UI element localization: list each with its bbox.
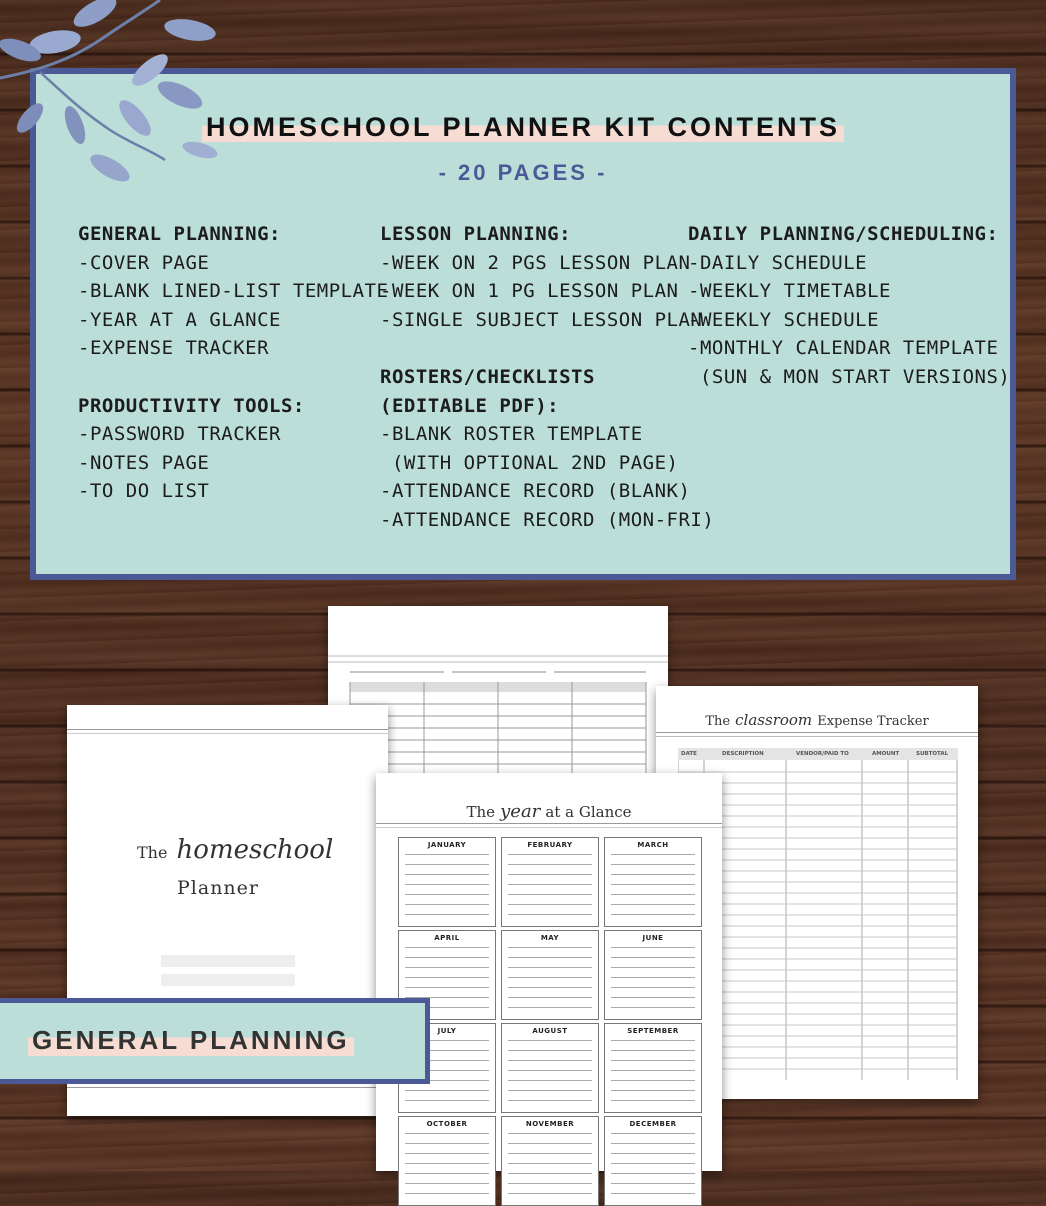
column-header: SUBTOTAL — [916, 751, 949, 757]
month-box — [604, 1023, 702, 1113]
section-heading: LESSON PLANNING: — [380, 223, 572, 245]
column-header: DESCRIPTION — [722, 751, 764, 757]
month-box — [604, 1116, 702, 1206]
column-header: VENDOR/PAID TO — [796, 751, 849, 757]
list-item: -MONTHLY CALENDAR TEMPLATE — [688, 337, 999, 359]
list-item: -WEEKLY SCHEDULE — [688, 308, 880, 331]
list-item: -TO DO LIST — [78, 480, 210, 502]
list-item: -DAILY SCHEDULE — [688, 251, 868, 274]
list-item: -ATTENDANCE RECORD (BLANK) — [380, 480, 691, 502]
list-item: (WITH OPTIONAL 2ND PAGE) — [380, 451, 679, 474]
month-box — [398, 1116, 496, 1206]
list-item: -BLANK LINED-LIST TEMPLATE — [78, 280, 389, 302]
month-label: JULY — [437, 1027, 457, 1035]
year-title-the: The — [466, 803, 496, 821]
list-item: -COVER PAGE — [78, 251, 210, 274]
list-item: -WEEK ON 1 PG LESSON PLAN — [380, 280, 679, 302]
list-item: (SUN & MON START VERSIONS) — [688, 365, 1011, 388]
list-item: -WEEKLY TIMETABLE — [688, 280, 891, 302]
month-box — [501, 837, 599, 927]
section-heading: ROSTERS/CHECKLISTS — [380, 366, 595, 388]
contents-column-2 — [380, 220, 714, 534]
list-item: -EXPENSE TRACKER — [78, 337, 270, 359]
cover-title-the: The — [137, 843, 168, 862]
expense-title-the: The — [705, 714, 731, 729]
year-title-rest: at a Glance — [545, 803, 632, 821]
month-label: MAY — [540, 934, 560, 942]
month-label: SEPTEMBER — [627, 1027, 679, 1035]
cover-title-script: homeschool — [176, 835, 334, 865]
year-at-a-glance-page-preview — [376, 773, 722, 1171]
month-label: NOVEMBER — [525, 1120, 575, 1128]
page-count: - 20 PAGES - — [438, 160, 608, 185]
month-box — [398, 837, 496, 927]
month-box — [501, 1023, 599, 1113]
month-label: AUGUST — [532, 1027, 568, 1035]
month-box — [501, 930, 599, 1020]
month-label: DECEMBER — [629, 1120, 677, 1128]
month-label: JUNE — [642, 934, 664, 942]
month-label: MARCH — [637, 841, 669, 849]
expense-header-row — [678, 748, 958, 760]
expense-title-rest: Expense Tracker — [817, 714, 929, 729]
month-box — [604, 837, 702, 927]
month-label: JANUARY — [427, 841, 467, 849]
cover-title-planner: Planner — [177, 877, 259, 899]
expense-title-script: classroom — [735, 711, 813, 729]
column-header: DATE — [681, 751, 697, 757]
section-heading: GENERAL PLANNING: — [78, 223, 281, 245]
section-badge — [0, 998, 430, 1084]
section-heading: DAILY PLANNING/SCHEDULING: — [688, 223, 999, 245]
list-item: -PASSWORD TRACKER — [78, 423, 281, 445]
list-item: -SINGLE SUBJECT LESSON PLAN — [380, 308, 703, 331]
contents-column-1 — [78, 220, 388, 506]
leaf-vine-decoration — [0, 0, 240, 210]
list-item: -WEEK ON 2 PGS LESSON PLAN — [380, 251, 691, 274]
list-item: -BLANK ROSTER TEMPLATE — [380, 423, 643, 445]
contents-column-3 — [688, 220, 1010, 391]
list-item: -ATTENDANCE RECORD (MON-FRI) — [380, 508, 715, 531]
month-label: OCTOBER — [426, 1120, 468, 1128]
month-box — [501, 1116, 599, 1206]
section-heading: (EDITABLE PDF): — [380, 394, 560, 417]
section-heading: PRODUCTIVITY TOOLS: — [78, 394, 305, 417]
list-item: -NOTES PAGE — [78, 451, 210, 474]
column-header: AMOUNT — [872, 751, 900, 757]
badge-label: GENERAL PLANNING — [28, 1025, 354, 1056]
year-title-script: year — [500, 801, 541, 822]
month-label: FEBRUARY — [527, 841, 573, 849]
panel-title: HOMESCHOOL PLANNER KIT CONTENTS — [202, 112, 844, 142]
month-box — [604, 930, 702, 1020]
month-label: APRIL — [434, 934, 460, 942]
list-item: -YEAR AT A GLANCE — [78, 308, 281, 331]
